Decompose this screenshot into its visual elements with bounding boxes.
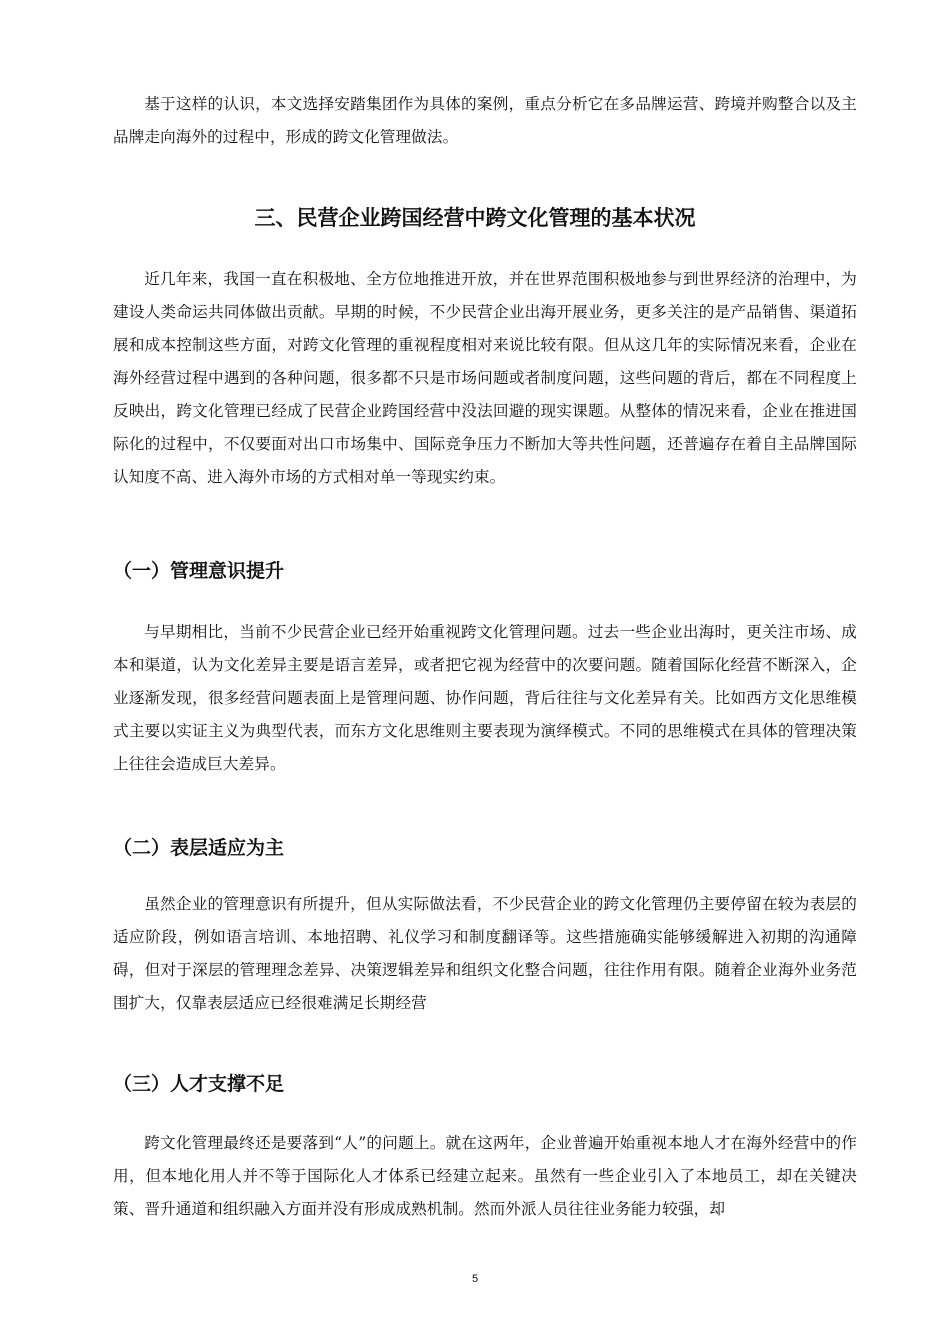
section-paragraph: 近几年来，我国一直在积极地、全方位地推进开放，并在世界范围积极地参与到世界经济的治理中，为建设人类命运共同体做出贡献。早期的时候，不少民营企业出海开展业务，更多关注的是产品销售、渠道拓展和成本控制这些方面，对跨文化管理的重视程度相对来说比较有限。但从这几年的实际情况来看，企业在海外经营过程中遇到的各种问题，很多都不只是市场问题或者制度问题，这些问题的背后，都在不同程度上反映出，跨文化管理已经成了民营企业跨国经营中没法回避的现实课题。从整体的情况来看，企业在推进国际化的过程中，不仅要面对出口市场集中、国际竞争压力不断加大等共性问题，还普遍存在着自主品牌国际认知度不高、进入海外市场的方式相对单一等现实约束。 [113, 270, 857, 486]
section-title: 三、民营企业跨国经营中跨文化管理的基本状况 [254, 206, 696, 230]
subsection-title-1: （一）管理意识提升 [113, 560, 285, 582]
subsection-title-2: （二）表层适应为主 [113, 837, 285, 859]
page-number: 5 [471, 1273, 479, 1285]
subsection-paragraph-1: 与早期相比，当前不少民营企业已经开始重视跨文化管理问题。过去一些企业出海时，更关注市场、成本和渠道，认为文化差异主要是语言差异，或者把它视为经营中的次要问题。随着国际化经营不断深入，企业逐渐发现，很多经营问题表面上是管理问题、协作问题，背后往往与文化差异有关。比如西方文化思维模式主要以实证主义为典型代表，而东方文化思维则主要表现为演绎模式。不同的思维模式在具体的管理决策上往往会造成巨大差异。 [113, 623, 857, 773]
intro-paragraph: 基于这样的认识，本文选择安踏集团作为具体的案例，重点分析它在多品牌运营、跨境并购整合以及主品牌走向海外的过程中，形成的跨文化管理做法。 [113, 95, 857, 146]
subsection-title-3: （三）人才支撑不足 [113, 1073, 285, 1095]
subsection-paragraph-2: 虽然企业的管理意识有所提升，但从实际做法看，不少民营企业的跨文化管理仍主要停留在较为表层的适应阶段，例如语言培训、本地招聘、礼仪学习和制度翻译等。这些措施确实能够缓解进入初期的沟通障碍，但对于深层的管理理念差异、决策逻辑差异和组织文化整合问题，往往作用有限。随着企业海外业务范围扩大，仅靠表层适应已经很难满足长期经营 [113, 895, 857, 1012]
subsection-paragraph-3: 跨文化管理最终还是要落到“人”的问题上。就在这两年，企业普遍开始重视本地人才在海外经营中的作用，但本地化用人并不等于国际化人才体系已经建立起来。虽然有一些企业引入了本地员工，却在关键决策、晋升通道和组织融入方面并没有形成成熟机制。然而外派人员往往业务能力较强，却 [113, 1134, 857, 1218]
